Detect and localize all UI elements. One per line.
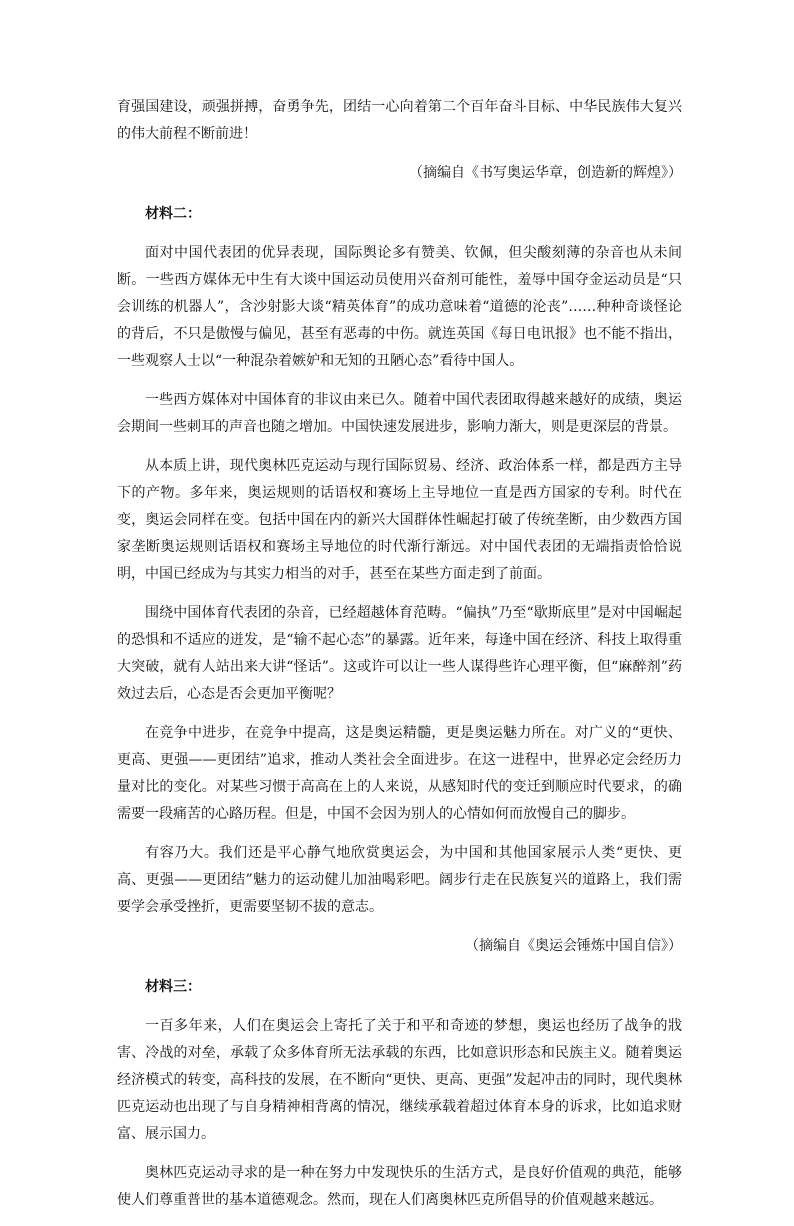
material2-paragraph: 从本质上讲，现代奥林匹克运动与现行国际贸易、经济、政治体系一样，都是西方主导下的产物。多年来，奥运规则的话语权和赛场上主导地位一直是西方国家的专利。时代在变，奥运会同样在变。包括中国在内的新兴大国群体性崛起打破了传统垄断，由少数西方国家垄断奥运规则话语权和赛场主导地位的时代渐行渐远。对中国代表团的无端指责恰恰说明，中国已经成为与其实力相当的对手，甚至在某些方面走到了前面。 — [117, 458, 682, 582]
material2-paragraph: 在竞争中进步，在竞争中提高，这是奥运精髓，更是奥运魅力所在。对广义的“更快、更高、更强——更团结”追求，推动人类社会全面进步。在这一进程中，世界必定会经历力量对比的变化。对某些习惯于高高在上的人来说，从感知时代的变迁到顺应时代要求，的确需要一段痛苦的心路历程。但是，中国不会因为别人的心情如何而放慢自己的脚步。 — [117, 725, 682, 822]
material1-source: （摘编自《书写奥运华章，创造新的辉煌》） — [409, 165, 682, 181]
material3-paragraph: 一百多年来，人们在奥运会上寄托了关于和平和奇迹的梦想，奥运也经历了战争的戕害、冷战的对垒，承载了众多体育所无法承载的东西，比如意识形态和民族主义。随着奥运经济模式的转变，高科技的发展，在不断向“更快、更高、更强”发起冲击的同时，现代奥林匹克运动也出现了与自身精神相背离的情况，继续承载着超过体育本身的诉求，比如追求财富、展示国力。 — [117, 1018, 682, 1142]
material2-paragraph: 有容乃大。我们还是平心静气地欣赏奥运会，为中国和其他国家展示人类“更快、更高、更强——更团结”魅力的运动健儿加油喝彩吧。阔步行走在民族复兴的道路上，我们需要学会承受挫折，更需要坚韧不拔的意志。 — [117, 845, 682, 915]
material2-source: （摘编自《奥运会锤炼中国自信》） — [465, 938, 682, 954]
material2-paragraph: 面对中国代表团的优异表现，国际舆论多有赞美、钦佩，但尖酸刻薄的杂音也从未间断。一些西方媒体无中生有大谈中国运动员使用兴奋剂可能性，羞辱中国夺金运动员是“只会训练的机器人”，含沙射影大谈“精英体育”的成功意味着“道德的沦丧”……种种奇谈怪论的背后，不只是傲慢与偏见，甚至有恶毒的中伤。就连英国《每日电讯报》也不能不指出，一些观察人士以“一种混杂着嫉妒和无知的丑陋心态”看待中国人。 — [117, 245, 682, 369]
material3-paragraph: 奥林匹克运动寻求的是一种在努力中发现快乐的生活方式，是良好价值观的典范，能够使人们尊重普世的基本道德观念。然而，现在人们离奥林匹克所倡导的价值观越来越远。 — [117, 1165, 682, 1208]
article-body — [117, 94, 682, 1226]
material2-heading: 材料二： — [145, 206, 201, 222]
material2-paragraph: 围绕中国体育代表团的杂音，已经超越体育范畴。“偏执”乃至“歇斯底里”是对中国崛起的恐惧和不适应的迸发，是“输不起心态”的暴露。近年来，每逢中国在经济、科技上取得重大突破，就有人站出来大讲“怪话”。这或许可以让一些人谋得些许心理平衡，但“麻醉剂”药效过去后，心态是否会更加平衡呢？ — [117, 605, 682, 702]
material2-paragraph: 一些西方媒体对中国体育的非议由来已久。随着中国代表团取得越来越好的成绩，奥运会期间一些刺耳的声音也随之增加。中国快速发展进步，影响力渐大，则是更深层的背景。 — [117, 392, 682, 435]
material1-tail-text: 育强国建设，顽强拼搏，奋勇争先，团结一心向着第二个百年奋斗目标、中华民族伟大复兴的伟大前程不断前进！ — [117, 99, 682, 142]
material3-heading: 材料三： — [145, 979, 201, 995]
